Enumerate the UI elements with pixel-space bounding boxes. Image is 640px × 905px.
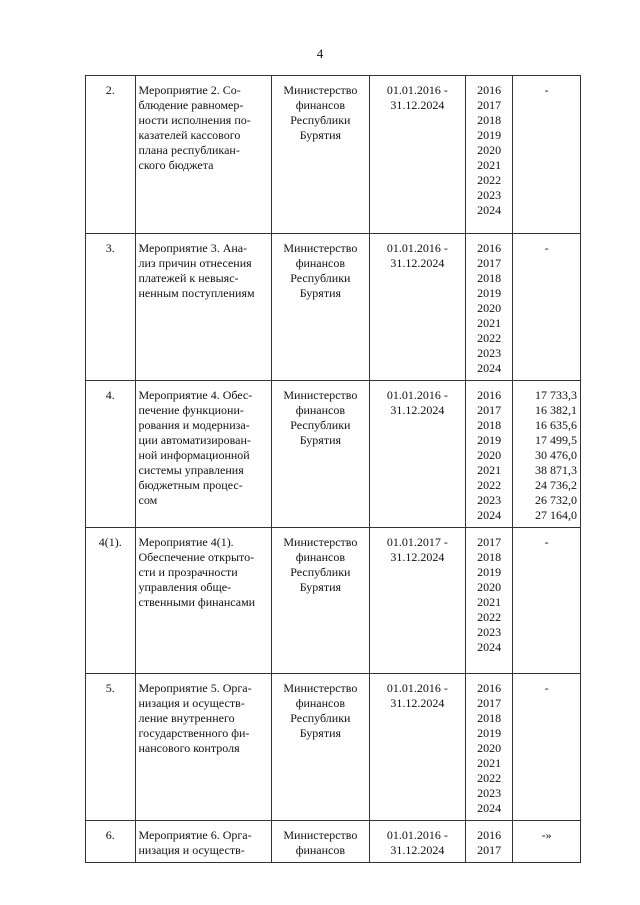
funding-values-line: 38 871,3: [535, 463, 577, 477]
term: [369, 234, 465, 381]
activity-name-line: блюдение равномер-: [138, 98, 244, 112]
executor-line: Бурятия: [299, 128, 342, 142]
activity-name: [135, 234, 271, 381]
term-line: 31.12.2024: [390, 256, 445, 270]
activity-name-line: лиз причин отнесения: [138, 256, 252, 270]
row-number: 4(1).: [86, 528, 136, 674]
years-line: 2023: [477, 188, 502, 202]
years-line: 2020: [477, 448, 502, 462]
activity-name-line: ление внутреннего: [138, 711, 235, 725]
executor-line: Министерство: [283, 828, 358, 842]
years: [465, 528, 512, 674]
executor-line: Министерство: [283, 241, 358, 255]
executor-line: Министерство: [283, 681, 358, 695]
years-line: 2020: [477, 301, 502, 315]
funding-values-line: 26 732,0: [535, 493, 577, 507]
term-line: 01.01.2016 -: [386, 83, 448, 97]
term: [369, 674, 465, 821]
years-line: 2020: [477, 143, 502, 157]
funding-values-line: -: [544, 681, 549, 695]
term-line: 01.01.2016 -: [386, 241, 448, 255]
activity-name-line: Мероприятие 5. Орга-: [138, 681, 252, 695]
table-row: [86, 821, 581, 863]
activity-name-line: ции автоматизирован-: [138, 433, 251, 447]
years-line: 2022: [477, 331, 502, 345]
activity-name-line: системы управления: [138, 463, 244, 477]
funding-values: [513, 76, 581, 234]
years-line: 2018: [477, 271, 502, 285]
row-number: 4.: [86, 381, 136, 528]
term-line: 01.01.2017 -: [386, 535, 448, 549]
activity-name-line: сти и прозрачности: [138, 565, 238, 579]
years-line: 2016: [477, 241, 502, 255]
executor: [271, 234, 369, 381]
executor-line: финансов: [295, 403, 346, 417]
activity-name: [135, 528, 271, 674]
years-line: 2017: [477, 98, 502, 112]
years-line: 2019: [477, 565, 502, 579]
executor-line: Министерство: [283, 83, 358, 97]
years-line: 2023: [477, 625, 502, 639]
years-line: 2024: [477, 361, 502, 375]
executor: [271, 674, 369, 821]
years-line: 2024: [477, 640, 502, 654]
page-number: 4: [316, 46, 324, 61]
row-number: 2.: [86, 76, 136, 234]
years-line: 2017: [477, 696, 502, 710]
executor-line: Республики: [290, 711, 351, 725]
years-line: 2021: [477, 158, 502, 172]
funding-values-line: 24 736,2: [535, 478, 577, 492]
years-line: 2024: [477, 203, 502, 217]
executor-line: Республики: [290, 565, 351, 579]
funding-values-line: 16 382,1: [535, 403, 577, 417]
years: [465, 674, 512, 821]
years: [465, 76, 512, 234]
term: [369, 76, 465, 234]
term: [369, 528, 465, 674]
activity-name-line: ненным поступлениям: [138, 286, 255, 300]
years-line: 2022: [477, 478, 502, 492]
funding-values-line: 27 164,0: [535, 508, 577, 522]
activity-name-line: Мероприятие 2. Со-: [138, 83, 241, 97]
years-line: 2018: [477, 113, 502, 127]
executor: [271, 821, 369, 863]
activity-name: [135, 381, 271, 528]
term-line: 01.01.2016 -: [386, 388, 448, 402]
term-line: 31.12.2024: [390, 98, 445, 112]
activity-name: [135, 821, 271, 863]
activity-name-line: платежей к невыяс-: [138, 271, 239, 285]
years-line: 2020: [477, 741, 502, 755]
table-row: [86, 528, 581, 674]
executor-line: Бурятия: [299, 433, 342, 447]
activity-name: [135, 76, 271, 234]
term-line: 31.12.2024: [390, 550, 445, 564]
table-row: [86, 234, 581, 381]
years-line: 2018: [477, 418, 502, 432]
funding-values: [513, 381, 581, 528]
row-number: 3.: [86, 234, 136, 381]
years: [465, 381, 512, 528]
years-line: 2023: [477, 346, 502, 360]
years-line: 2023: [477, 786, 502, 800]
years-line: 2024: [477, 801, 502, 815]
funding-values-line: -»: [541, 828, 552, 842]
funding-values-line: 17 733,3: [535, 388, 577, 402]
funding-values: [513, 821, 581, 863]
activity-name-line: низация и осуществ-: [138, 696, 245, 710]
activity-name: [135, 674, 271, 821]
activity-name-line: печение функциони-: [138, 403, 244, 417]
executor-line: финансов: [295, 696, 346, 710]
term-line: 31.12.2024: [390, 696, 445, 710]
funding-values-line: -: [544, 83, 549, 97]
executor-line: финансов: [295, 98, 346, 112]
years-line: 2017: [477, 843, 502, 857]
years-line: 2021: [477, 316, 502, 330]
years-line: 2024: [477, 508, 502, 522]
executor-line: Республики: [290, 418, 351, 432]
years-line: 2022: [477, 771, 502, 785]
executor-line: Республики: [290, 113, 351, 127]
years: [465, 234, 512, 381]
years-line: 2016: [477, 83, 502, 97]
funding-values-line: -: [544, 535, 549, 549]
funding-values: [513, 234, 581, 381]
term: [369, 821, 465, 863]
activity-name-line: Мероприятие 4. Обес-: [138, 388, 253, 402]
years-line: 2019: [477, 433, 502, 447]
activity-name-line: низация и осуществ-: [138, 843, 245, 857]
years-line: 2017: [477, 535, 502, 549]
years-line: 2021: [477, 463, 502, 477]
term: [369, 381, 465, 528]
table-row: [86, 76, 581, 234]
table-row: [86, 674, 581, 821]
executor-line: Министерство: [283, 535, 358, 549]
years-line: 2017: [477, 403, 502, 417]
activity-name-line: Мероприятие 3. Ана-: [138, 241, 248, 255]
years-line: 2016: [477, 681, 502, 695]
funding-values-line: -: [544, 241, 549, 255]
activity-name-line: управления обще-: [138, 580, 232, 594]
executor-line: Министерство: [283, 388, 358, 402]
years-line: 2020: [477, 580, 502, 594]
activities-table: [85, 75, 581, 863]
years-line: 2019: [477, 128, 502, 142]
activity-name-line: бюджетным процес-: [138, 478, 243, 492]
executor: [271, 381, 369, 528]
activity-name-line: казателей кассового: [138, 128, 241, 142]
executor-line: финансов: [295, 256, 346, 270]
activity-name-line: Мероприятие 4(1).: [138, 535, 234, 549]
executor-line: Республики: [290, 271, 351, 285]
term-line: 31.12.2024: [390, 403, 445, 417]
funding-values-line: 30 476,0: [535, 448, 577, 462]
activity-name-line: ского бюджета: [138, 158, 214, 172]
executor-line: Бурятия: [299, 580, 342, 594]
activity-name-line: рования и модерниза-: [138, 418, 250, 432]
term-line: 31.12.2024: [390, 843, 445, 857]
row-number: 5.: [86, 674, 136, 821]
activity-name-line: ственными финансами: [138, 595, 256, 609]
row-number: 6.: [86, 821, 136, 863]
years-line: 2018: [477, 550, 502, 564]
years-line: 2022: [477, 610, 502, 624]
executor-line: финансов: [295, 843, 346, 857]
executor: [271, 528, 369, 674]
activity-name-line: нансового контроля: [138, 741, 240, 755]
years-line: 2021: [477, 756, 502, 770]
years-line: 2016: [477, 828, 502, 842]
funding-values: [513, 674, 581, 821]
funding-values-line: 17 499,5: [535, 433, 577, 447]
activity-name-line: Мероприятие 6. Орга-: [138, 828, 252, 842]
activity-name-line: ности исполнения по-: [138, 113, 251, 127]
executor: [271, 76, 369, 234]
activity-name-line: ной информационной: [138, 448, 250, 462]
years-line: 2018: [477, 711, 502, 725]
term-line: 01.01.2016 -: [386, 681, 448, 695]
years-line: 2021: [477, 595, 502, 609]
term-line: 01.01.2016 -: [386, 828, 448, 842]
years-line: 2023: [477, 493, 502, 507]
activity-name-line: Обеспечение открыто-: [138, 550, 255, 564]
years-line: 2022: [477, 173, 502, 187]
executor-line: Бурятия: [299, 726, 342, 740]
executor-line: финансов: [295, 550, 346, 564]
years-line: 2017: [477, 256, 502, 270]
executor-line: Бурятия: [299, 286, 342, 300]
activity-name-line: плана республикан-: [138, 143, 240, 157]
years-line: 2019: [477, 726, 502, 740]
activity-name-line: сом: [138, 493, 158, 507]
years-line: 2019: [477, 286, 502, 300]
funding-values: [513, 528, 581, 674]
funding-values-line: 16 635,6: [535, 418, 577, 432]
years-line: 2016: [477, 388, 502, 402]
activity-name-line: государственного фи-: [138, 726, 250, 740]
years: [465, 821, 512, 863]
table-row: [86, 381, 581, 528]
